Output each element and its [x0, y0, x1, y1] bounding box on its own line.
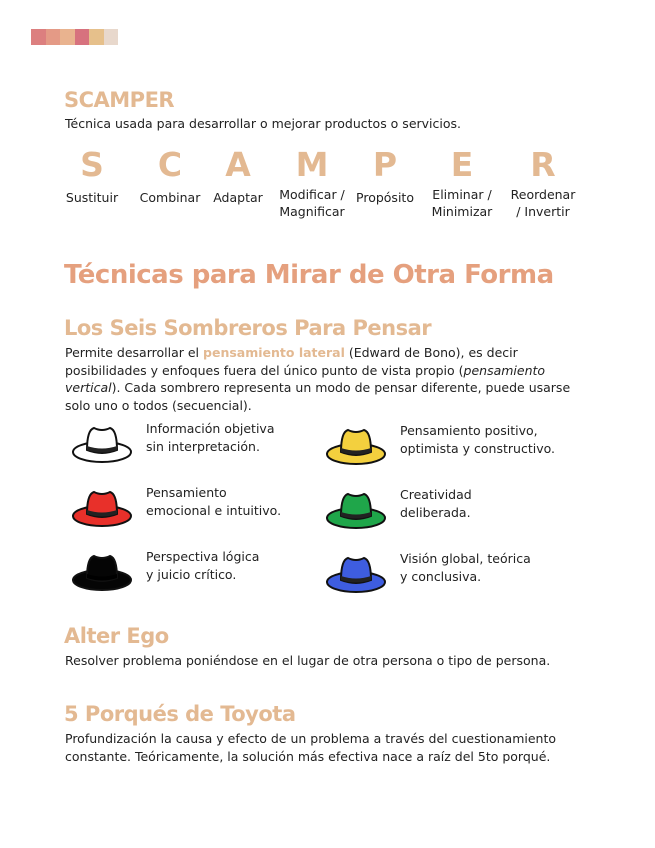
toyota-description	[65, 730, 556, 765]
desc-text: Permite desarrollar el	[65, 345, 204, 360]
scamper-item	[50, 146, 134, 206]
scamper-letter: R	[530, 145, 556, 184]
scamper-word: Magnificar	[279, 204, 345, 219]
scamper-word: / Invertir	[516, 204, 570, 219]
hat-line: Perspectiva lógica	[146, 549, 260, 564]
desc-italic: pensamiento vertical	[65, 362, 546, 395]
color-swatch-strip	[31, 29, 118, 45]
swatch	[46, 29, 61, 45]
hat-line: Información objetiva	[146, 421, 275, 436]
swatch	[89, 29, 104, 45]
section-title: Técnicas para Mirar de Otra Forma	[64, 260, 554, 290]
hat-description	[146, 420, 274, 456]
blue-hat-icon	[324, 550, 388, 596]
hat-description	[400, 486, 472, 522]
scamper-item	[343, 146, 427, 206]
desc-text: ). Cada sombrero representa un modo de pensar diferente, puede usarse solo uno o todos (secuencial).	[65, 380, 571, 413]
white-hat-icon	[70, 420, 134, 466]
hat-item-white	[70, 420, 274, 466]
scamper-word: Propósito	[356, 190, 414, 205]
hat-line: deliberada.	[400, 505, 471, 520]
scamper-letter: C	[157, 145, 183, 184]
alter-ego-title: Alter Ego	[64, 624, 169, 648]
scamper-item	[417, 146, 507, 220]
scamper-word: Reordenar	[510, 187, 576, 202]
desc-highlight: pensamiento lateral	[203, 345, 345, 360]
toyota-line: Profundización la causa y efecto de un problema a través del cuestionamiento	[65, 731, 557, 746]
sombreros-title: Los Seis Sombreros Para Pensar	[64, 316, 432, 340]
hat-line: Pensamiento positivo,	[400, 423, 538, 438]
scamper-word: Adaptar	[213, 190, 263, 205]
hat-line: Visión global, teórica	[400, 551, 531, 566]
red-hat-icon	[70, 484, 134, 530]
sombreros-description	[65, 344, 595, 414]
desc-text: (Edward de Bono), es decir posibilidades y enfoques fuera del único punto de vista propio (	[65, 345, 518, 378]
scamper-item	[498, 146, 588, 220]
hat-description	[146, 484, 281, 520]
swatch	[60, 29, 75, 45]
hat-item-blue	[324, 550, 531, 596]
scamper-letter: P	[372, 145, 398, 184]
black-hat-icon	[70, 548, 134, 594]
toyota-title: 5 Porqués de Toyota	[64, 702, 296, 726]
alter-ego-description: Resolver problema poniéndose en el lugar de otra persona o tipo de persona.	[65, 653, 551, 668]
hat-line: Creatividad	[400, 487, 472, 502]
toyota-line: constante. Teóricamente, la solución más efectiva nace a raíz del 5to porqué.	[65, 748, 551, 764]
hat-line: emocional e intuitivo.	[146, 503, 282, 518]
green-hat-icon	[324, 486, 388, 532]
hat-line: y conclusiva.	[400, 569, 482, 584]
hat-item-red	[70, 484, 281, 530]
hat-description	[400, 550, 531, 586]
scamper-title: SCAMPER	[64, 88, 175, 112]
scamper-letter: S	[80, 145, 104, 184]
scamper-letter: M	[295, 145, 329, 184]
scamper-letter: A	[225, 145, 251, 184]
swatch	[31, 29, 46, 45]
scamper-word: Modificar /	[279, 187, 345, 202]
yellow-hat-icon	[324, 422, 388, 468]
swatch	[75, 29, 90, 45]
hat-line: y juicio crítico.	[146, 567, 237, 582]
swatch	[104, 29, 119, 45]
scamper-word: Minimizar	[431, 204, 493, 219]
hat-item-black	[70, 548, 259, 594]
scamper-letter: E	[450, 145, 474, 184]
hat-item-green	[324, 486, 472, 532]
hat-line: optimista y constructivo.	[400, 441, 555, 456]
scamper-word: Combinar	[139, 190, 201, 205]
hat-item-yellow	[324, 422, 555, 468]
hat-description	[146, 548, 259, 584]
scamper-description: Técnica usada para desarrollar o mejorar productos o servicios.	[65, 116, 461, 131]
scamper-word: Eliminar /	[432, 187, 492, 202]
hat-line: Pensamiento	[146, 485, 227, 500]
hat-line: sin interpretación.	[146, 439, 260, 454]
hat-description	[400, 422, 555, 458]
scamper-word: Sustituir	[65, 190, 119, 205]
